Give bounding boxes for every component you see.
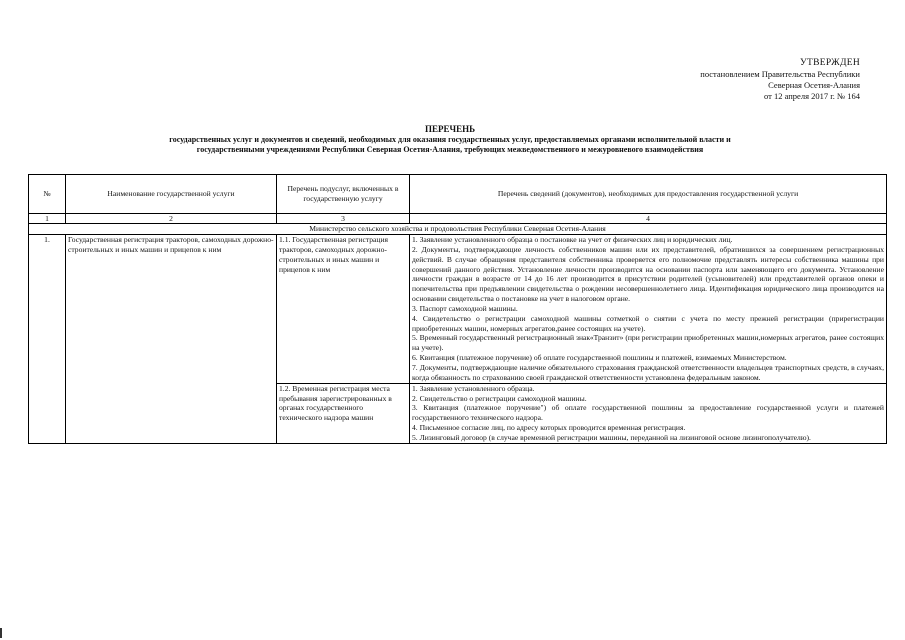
document-title: ПЕРЕЧЕНЬ (424, 124, 476, 134)
column-number: 2 (66, 214, 277, 224)
document-subtitle-line-1: государственных услуг и документов и сведений, необходимых для оказания государственных услуг, предоставляемых органами исполнительной власти и (169, 135, 731, 144)
approval-stamp (610, 58, 860, 102)
column-number: 4 (410, 214, 887, 224)
document-item: 6. Квитанция (платежное поручение) об оплате государственной пошлины и платежей, взимаемых Министерством. (412, 353, 787, 363)
header-documents: Перечень сведений (документов), необходимых для предоставления государственной услуги (410, 175, 887, 214)
section-row (29, 224, 887, 235)
document-item: 1. Заявление установленного образца. (412, 383, 535, 393)
document-item: 7. Документы, подтверждающие наличие обязательного страхования гражданской ответственности владельцев транспортных средств, в случаях, когда обязанность по страхованию своей гражданской ответственности установлена федеральным законом. (412, 362, 884, 382)
approval-line-2: Северная Осетия-Алания (768, 80, 860, 90)
document-item: 5. Лизинговый договор (в случае временной регистрации машины, переданной на лизинговой основе лизингополучателю). (412, 432, 811, 442)
document-item: 3. Паспорт самоходной машины. (412, 303, 518, 313)
document-item: 3. Квитанция (платежное поручение") об оплате государственной пошлины за предоставление государственной услуги и платежей государственного технического надзора. (412, 403, 884, 423)
section-title: Министерство сельского хозяйства и продовольствия Республики Северная Осетия-Алания (29, 224, 887, 235)
header-subservices: Перечень подуслуг, включенных в государственную услугу (277, 175, 410, 214)
row-number: 1. (29, 235, 66, 444)
documents-list (410, 383, 887, 443)
column-number: 1 (29, 214, 66, 224)
service-name: Государственная регистрация тракторов, самоходных дорожно- строительных и иных машин и прицепов к ним (66, 235, 277, 444)
document-item: 4. Письменное согласие лиц, по адресу которых проводится временная регистрация. (412, 423, 686, 433)
subservice-name: 1.2. Временная регистрация места пребывания зарегистрированных в органах государственного технического надзора машин (277, 383, 410, 443)
approval-line-3: от 12 апреля 2017 г. № 164 (764, 91, 860, 101)
document-subtitle (20, 135, 880, 155)
documents-list (410, 235, 887, 384)
document-item: 5. Временный государственный регистрационный знак«Транзит» (при регистрации приобретенных машин,номерных агрегатов, ранее состоящих на учете). (412, 333, 884, 353)
scan-edge-mark (0, 628, 2, 638)
table-header-row (29, 175, 887, 214)
document-item: 1. Заявление установленного образца о постановке на учет от физических лиц и юридических лиц. (412, 235, 733, 244)
column-numbers-row (29, 214, 887, 224)
subservice-name: 1.1. Государственная регистрация тракторов, самоходных дорожно-строительных и иных машин и прицепов к ним (277, 235, 410, 384)
document-subtitle-line-2: государственными учреждениями Республики Северная Осетия-Алания, требующих межведомственного и межуровневого взаимодействия (196, 145, 704, 154)
document-item: 2. Свидетельство о регистрации самоходной машины. (412, 393, 587, 403)
document-item: 2. Документы, подтверждающие личность собственников машин или их представителей, обратившихся за совершением регистрационных действий. В случае обращения представителя собственника проверяется его полномочие представлять интересы собственника машины при совершений данного действия. Установление личности производится на основании паспорта или заменяющего его документа. Установление личности граждан в возрасте от 14 до 16 лет производится в присутствии родителей (усыновителей) или представителей органов опеки и попечительства при предъявлении свидетельства о рождении несовершеннолетнего лица. Идентификация юридического лица производится на основании свидетельства о постановке на учет в налоговом органе. (412, 244, 884, 304)
services-table (28, 174, 887, 444)
approval-line-1: постановлением Правительства Республики (700, 69, 860, 79)
header-num: № (29, 175, 66, 214)
document-item: 4. Свидетельство о регистрации самоходной машины сотметкой о снятии с учета по месту прежней регистрации (прирегистрации приобретенных машин, номерных агрегатов,ранее состоящих на учете). (412, 313, 884, 333)
table-row (29, 235, 887, 384)
column-number: 3 (277, 214, 410, 224)
approval-title: УТВЕРЖДЕН (800, 58, 860, 68)
header-service: Наименование государственной услуги (66, 175, 277, 214)
